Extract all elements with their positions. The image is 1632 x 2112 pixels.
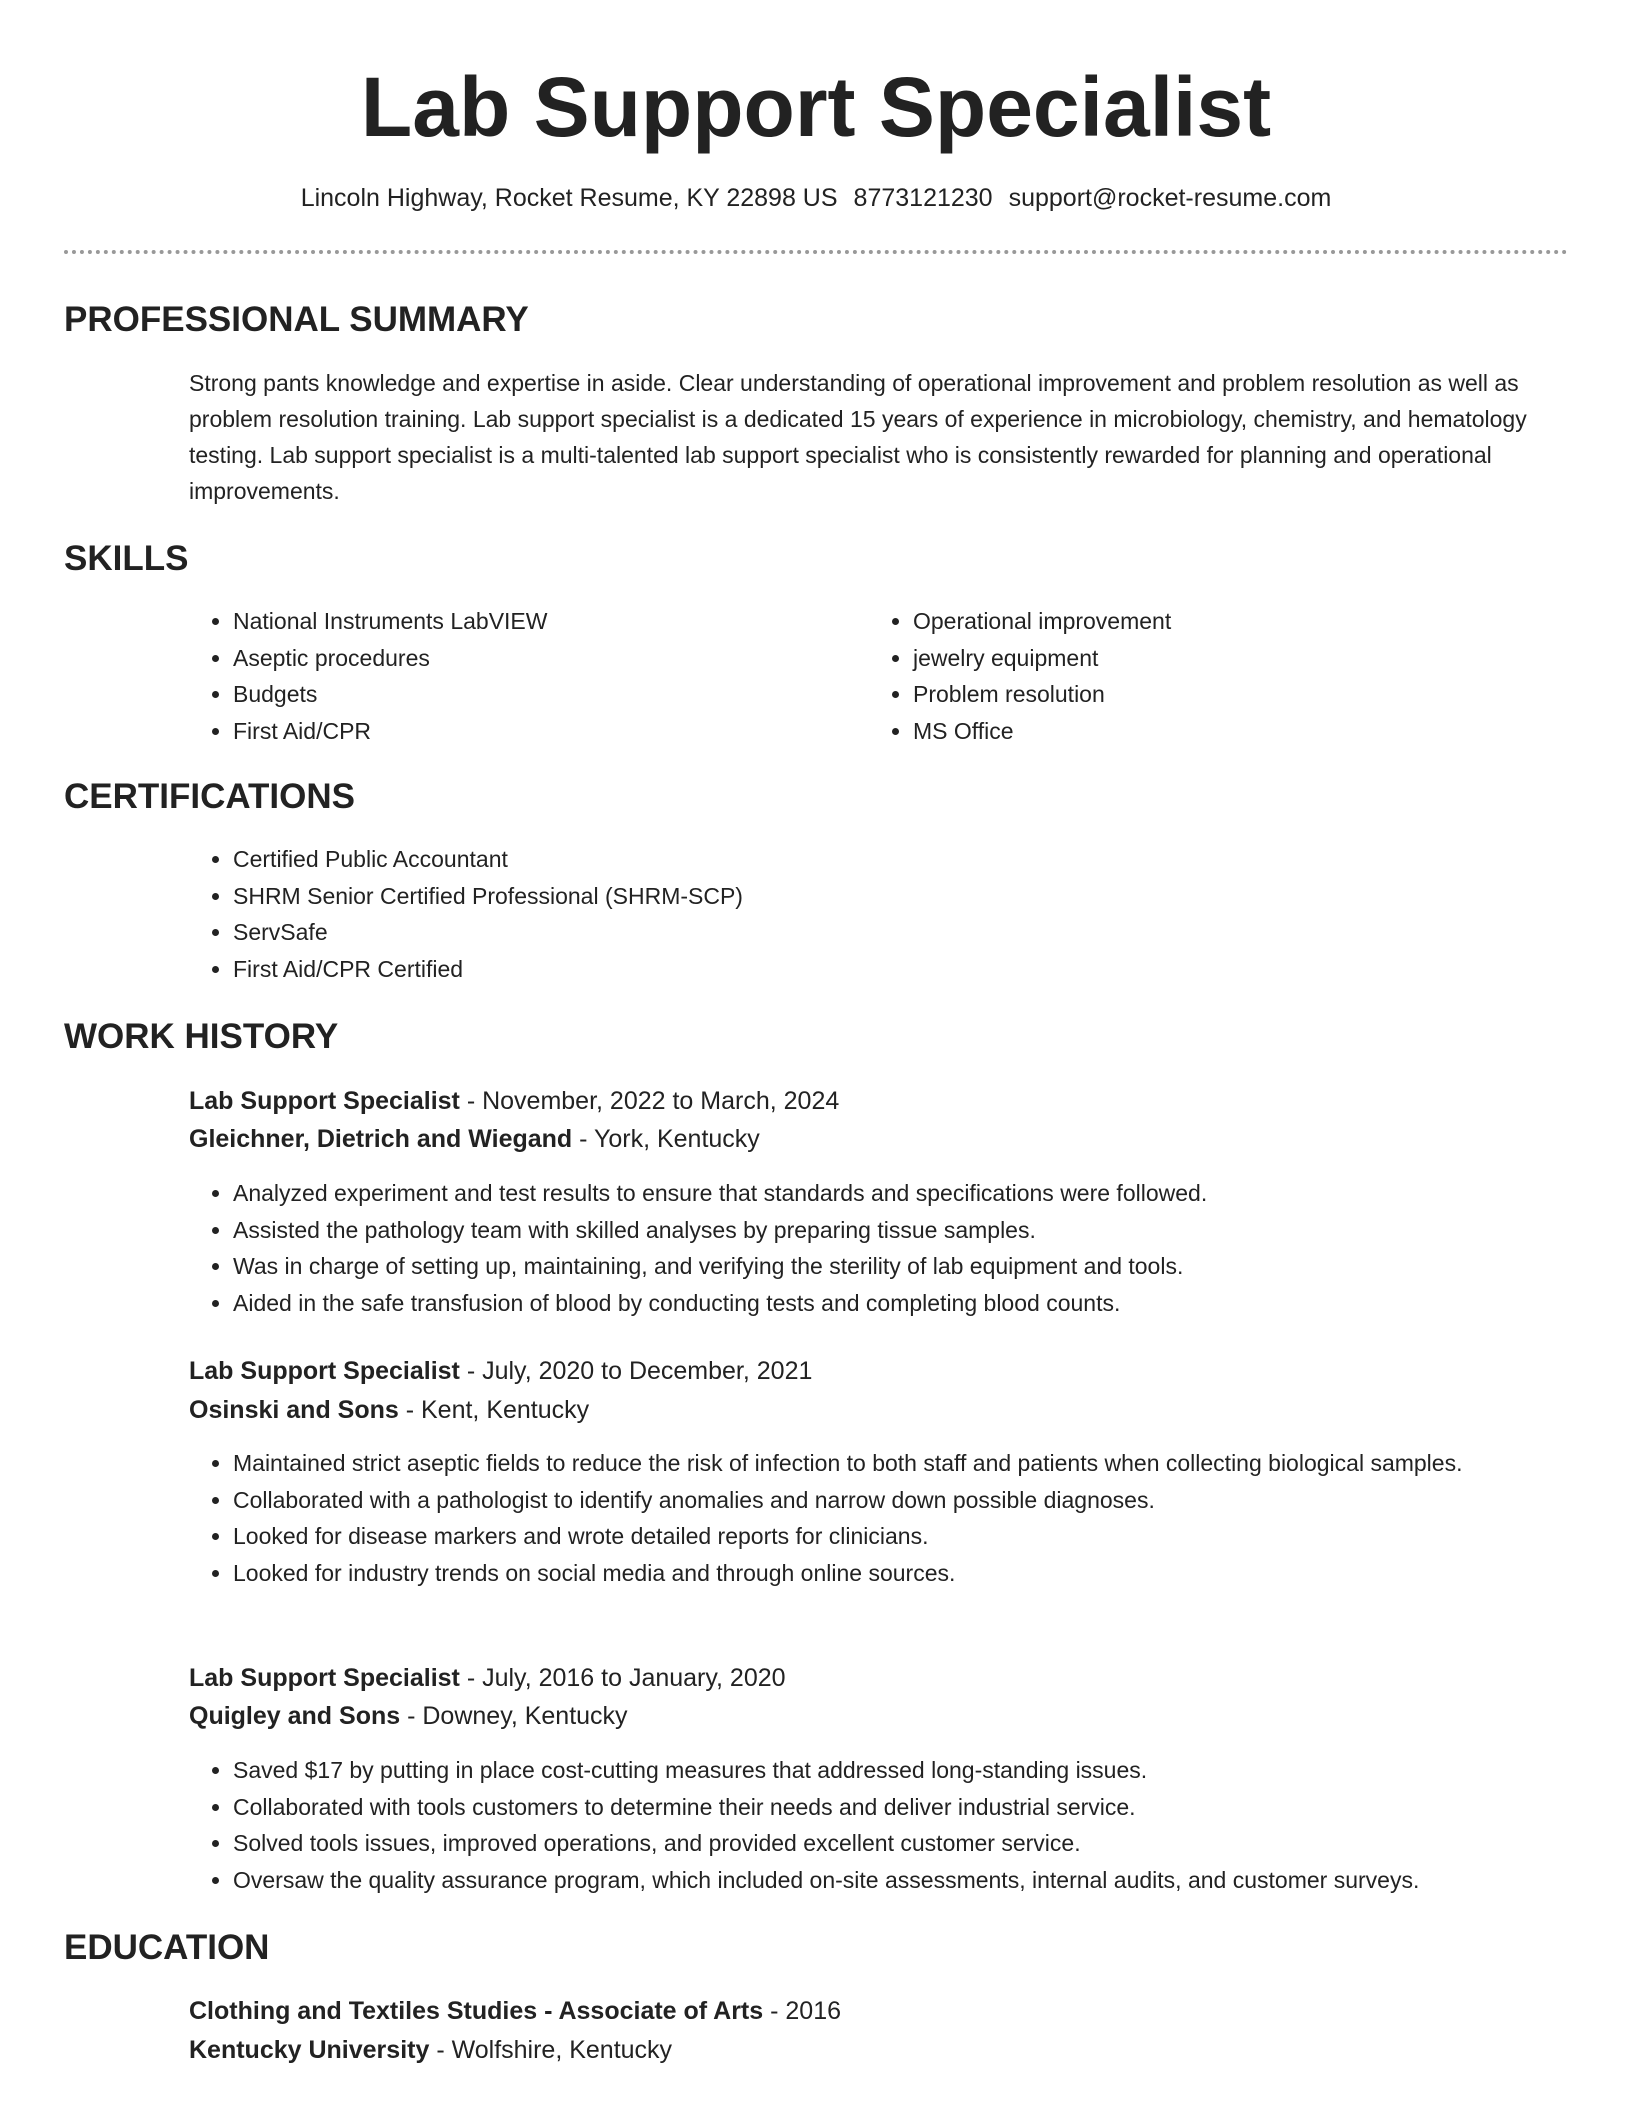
job-company: Gleichner, Dietrich and Wiegand (189, 1125, 573, 1153)
certification-item: • First Aid/CPR Certified (233, 951, 1573, 988)
job-bullets (189, 1752, 1573, 1898)
job-location: - Downey, Kentucky (400, 1702, 628, 1730)
header-divider (64, 250, 1568, 254)
job-role: Lab Support Specialist (189, 1087, 460, 1115)
job-role: Lab Support Specialist (189, 1357, 460, 1385)
job-bullet: • Saved $17 by putting in place cost-cutting measures that addressed long-standing issues. (233, 1752, 1573, 1789)
job-bullet: • Collaborated with a pathologist to identify anomalies and narrow down possible diagnoses. (233, 1482, 1573, 1519)
skill-item: • Operational improvement (913, 603, 1573, 640)
section-title-skills: SKILLS (64, 539, 189, 578)
job-dates: - July, 2016 to January, 2020 (459, 1664, 786, 1692)
education-school-line (189, 2031, 672, 2069)
job-bullet: • Looked for industry trends on social media and through online sources. (233, 1555, 1573, 1592)
skill-item: • jewelry equipment (913, 640, 1573, 677)
skills-list-left (189, 603, 853, 749)
education-degree: Clothing and Textiles Studies - Associate of Arts (189, 1997, 764, 2025)
job-bullets (189, 1445, 1573, 1591)
job-bullet: • Analyzed experiment and test results to ensure that standards and specifications were followed. (233, 1175, 1573, 1212)
certification-item: • Certified Public Accountant (233, 841, 1573, 878)
contact-line (0, 180, 1632, 216)
section-title-work-history: WORK HISTORY (64, 1017, 339, 1056)
skill-item: • Aseptic procedures (233, 640, 853, 677)
job-title-line (189, 1082, 839, 1120)
candidate-name: Lab Support Specialist (360, 60, 1272, 154)
job-company-line (189, 1120, 760, 1158)
job-company: Osinski and Sons (189, 1396, 399, 1424)
job-bullet: • Looked for disease markers and wrote detailed reports for clinicians. (233, 1518, 1573, 1555)
summary-text: Strong pants knowledge and expertise in aside. Clear understanding of operational improvement and problem resolution as well as problem resolution training. Lab support specialist is a dedicated 15 years of experience in microbiology, chemistry, and hematology testing. Lab support specialist is a multi-talented lab support specialist who is consistently rewarded for planning and operational improvements. (189, 370, 1527, 504)
job-bullet: • Collaborated with tools customers to determine their needs and deliver industrial service. (233, 1789, 1573, 1826)
skill-item: • National Instruments LabVIEW (233, 603, 853, 640)
job-title-line (189, 1352, 812, 1390)
certification-item: • SHRM Senior Certified Professional (SHRM-SCP) (233, 878, 1573, 915)
job-bullet: • Oversaw the quality assurance program, which included on-site assessments, internal audits, and customer surveys. (233, 1862, 1573, 1899)
skill-item: • First Aid/CPR (233, 713, 853, 750)
job-role: Lab Support Specialist (189, 1664, 460, 1692)
job-bullet: • Aided in the safe transfusion of blood by conducting tests and completing blood counts. (233, 1285, 1573, 1322)
job-bullet: • Maintained strict aseptic fields to reduce the risk of infection to both staff and patients when collecting biological samples. (233, 1445, 1573, 1482)
education-degree-line (189, 1992, 841, 2030)
job-company-line (189, 1697, 628, 1735)
job-bullets (189, 1175, 1573, 1321)
certifications-list (189, 841, 1573, 987)
job-bullet: • Assisted the pathology team with skilled analyses by preparing tissue samples. (233, 1212, 1573, 1249)
contact-email: support@rocket-resume.com (1008, 184, 1332, 212)
section-title-summary: PROFESSIONAL SUMMARY (64, 300, 529, 339)
education-year: - 2016 (763, 1997, 842, 2025)
skill-item: • Problem resolution (913, 676, 1573, 713)
job-dates: - November, 2022 to March, 2024 (459, 1087, 840, 1115)
section-title-education: EDUCATION (64, 1928, 270, 1967)
section-title-certifications: CERTIFICATIONS (64, 777, 356, 816)
job-bullet: • Solved tools issues, improved operations, and provided excellent customer service. (233, 1825, 1573, 1862)
job-company: Quigley and Sons (189, 1702, 401, 1730)
skill-item: • Budgets (233, 676, 853, 713)
job-dates: - July, 2020 to December, 2021 (459, 1357, 813, 1385)
skill-item: • MS Office (913, 713, 1573, 750)
job-bullet: • Was in charge of setting up, maintaining, and verifying the sterility of lab equipment and tools. (233, 1248, 1573, 1285)
skills-list-right (869, 603, 1573, 749)
contact-address: Lincoln Highway, Rocket Resume, KY 22898 US (300, 184, 838, 212)
certification-item: • ServSafe (233, 914, 1573, 951)
education-school: Kentucky University (189, 2036, 430, 2064)
contact-phone: 8773121230 (853, 184, 993, 212)
education-location: - Wolfshire, Kentucky (429, 2036, 673, 2064)
job-location: - Kent, Kentucky (398, 1396, 590, 1424)
job-company-line (189, 1391, 589, 1429)
job-location: - York, Kentucky (572, 1125, 760, 1153)
job-title-line (189, 1659, 786, 1697)
